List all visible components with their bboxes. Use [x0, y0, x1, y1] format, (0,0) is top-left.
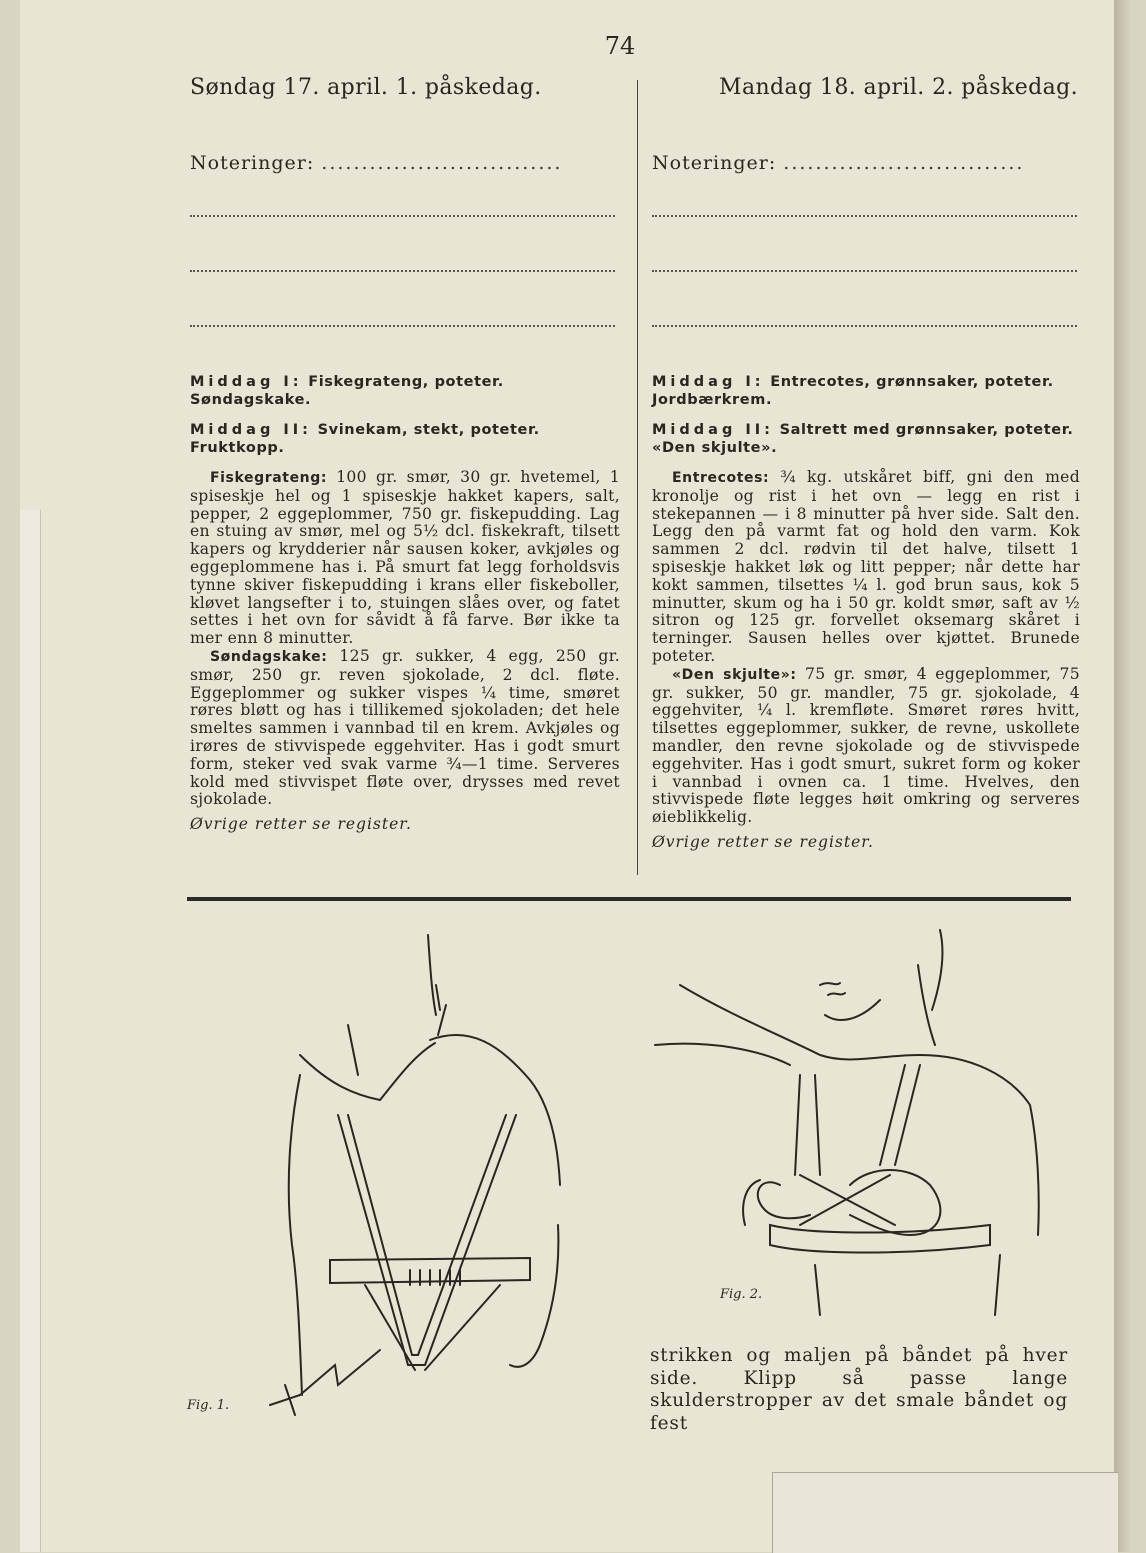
recipe-heading: Søndagskake:: [210, 648, 328, 665]
other-dishes-note: Øvrige retter se register.: [190, 815, 412, 834]
page-number: 74: [604, 32, 636, 60]
note-line: [190, 269, 615, 272]
notes-left: [190, 152, 620, 174]
recipe-body: 125 gr. sukker, 4 egg, 250 gr. smør, 250 gr. reven sjokolade, 2 dcl. fløte. Eggeplommer og sukker vispes ¼ time, smøret røres bløtt og has i tillikemed sjokoladen; det hele smeltes sammen i vannbad til en krem. Avkjøles og irøres de stivvispede eggehviter. Has i godt smurt form, steker ved svak varme ¾—1 time. Serveres kold med stivvispet fløte over, drysses med revet sjokolade.: [190, 646, 620, 809]
figure-2-drawing: [650, 925, 1070, 1320]
menu-item: [190, 421, 620, 457]
recipe-paragraph: [190, 648, 620, 809]
column-right: [652, 75, 1080, 851]
note-line: [190, 214, 615, 217]
recipe-body: ¾ kg. utskåret biff, gni den med kronolje og rist i het ovn — legg en rist i stekepannen — i 8 minutter på hver side. Salt den. Legg den på varmt fat og hold den varm. Kok sammen 2 dcl. rødvin til det halve, tilsett 1 spiseskje hakket løk og litt pepper; når dette har kokt sammen, tilsettes ¼ l. god brun saus, kok 5 minutter, skum og ha i 50 gr. koldt smør, saft av ½ sitron og 125 gr. forvellet oksemarg skåret i terninger. Sausen helles over kjøttet. Brunede poteter.: [652, 468, 1080, 665]
day-title-left: Søndag 17. april. 1. påskedag.: [190, 75, 542, 100]
page-corner-tab: [772, 1472, 1118, 1553]
recipe-body: 75 gr. smør, 4 eggeplommer, 75 gr. sukker, 50 gr. mandler, 75 gr. sjokolade, 4 eggehviter, ¼ l. kremfløte. Smøret røres hvitt, tilsettes eggeplommer, sukker, de revne, uskollete mandler, den revne sjokolade og de stivvispede eggehviter. Has i godt smurt, sukret form og koker i vannbad i ovnen ca. 1 time. Hvelves, den stivvispede fløte legges høit omkring og serveres øieblikkelig.: [652, 664, 1080, 827]
menu-text: Fiskegrateng, poteter. Søndagskake.: [190, 374, 504, 408]
menu-label: Middag II:: [652, 422, 774, 438]
book-spine-edge: [1114, 0, 1130, 1552]
menu-item: [652, 373, 1080, 409]
menu-text: Saltrett med grønnsaker, poteter. «Den skjulte».: [652, 422, 1074, 456]
other-dishes-note: Øvrige retter se register.: [652, 832, 874, 851]
menu-text: Svinekam, stekt, poteter. Fruktkopp.: [190, 422, 540, 456]
menu-item: [190, 373, 620, 409]
menu-label: Middag II:: [190, 422, 312, 438]
recipe-paragraph: [190, 469, 620, 648]
figure-1-drawing: [240, 925, 600, 1425]
recipe-heading: Fiskegrateng:: [210, 470, 328, 486]
notes-label-right: Noteringer:: [652, 152, 777, 174]
note-line: [652, 214, 1077, 217]
page-edge-left: [20, 510, 41, 1552]
recipe-heading: Entrecotes:: [672, 470, 770, 486]
menu-label: Middag I:: [652, 374, 765, 390]
menu-text: Entrecotes, grønnsaker, poteter. Jordbærkrem.: [652, 374, 1054, 408]
recipes-right: [652, 469, 1080, 827]
menu-item: [652, 421, 1080, 457]
figure-1-caption: Fig. 1.: [187, 1398, 230, 1413]
notes-right: [652, 152, 1080, 174]
menu-right: [652, 373, 1080, 457]
menu-label: Middag I:: [190, 374, 303, 390]
note-line: [652, 324, 1077, 327]
recipe-heading: «Den skjulte»:: [672, 666, 797, 683]
note-line: [190, 324, 615, 327]
recipe-paragraph: [652, 666, 1080, 827]
notes-dots: ..............................: [783, 152, 1025, 174]
recipe-body: 100 gr. smør, 30 gr. hvetemel, 1 spiseskje hel og 1 spiseskje hakket kapers, salt, pepper, 2 eggeplommer, 750 gr. fiskepudding. Lag en stuing av smør, mel og 5½ dcl. fiskekraft, tilsett kapers og krydderier når sausen koker, avkjøles og eggeplommene has i. På smurt fat legg forholdsvis tynne skiver fiskepudding i krans eller fiskeboller, kløvet langsefter i to, stuingen slåes over, og fatet settes i het ovn for såvidt å få farve. Bør ikke ta mer enn 8 minutter.: [190, 468, 620, 648]
notes-dots: ..............................: [321, 152, 563, 174]
section-divider: [187, 897, 1071, 901]
notes-label-left: Noteringer:: [190, 152, 315, 174]
column-divider: [637, 80, 638, 875]
day-title-right: Mandag 18. april. 2. påskedag.: [719, 75, 1078, 100]
continuation-text: strikken og maljen på båndet på hver side. Klipp så passe lange skulderstropper av det smale båndet og fest: [650, 1345, 1068, 1434]
recipes-left: [190, 469, 620, 809]
column-left: [190, 75, 620, 833]
recipe-paragraph: [652, 469, 1080, 666]
figure-2-caption: Fig. 2.: [720, 1287, 763, 1302]
note-line: [652, 269, 1077, 272]
menu-left: [190, 373, 620, 457]
